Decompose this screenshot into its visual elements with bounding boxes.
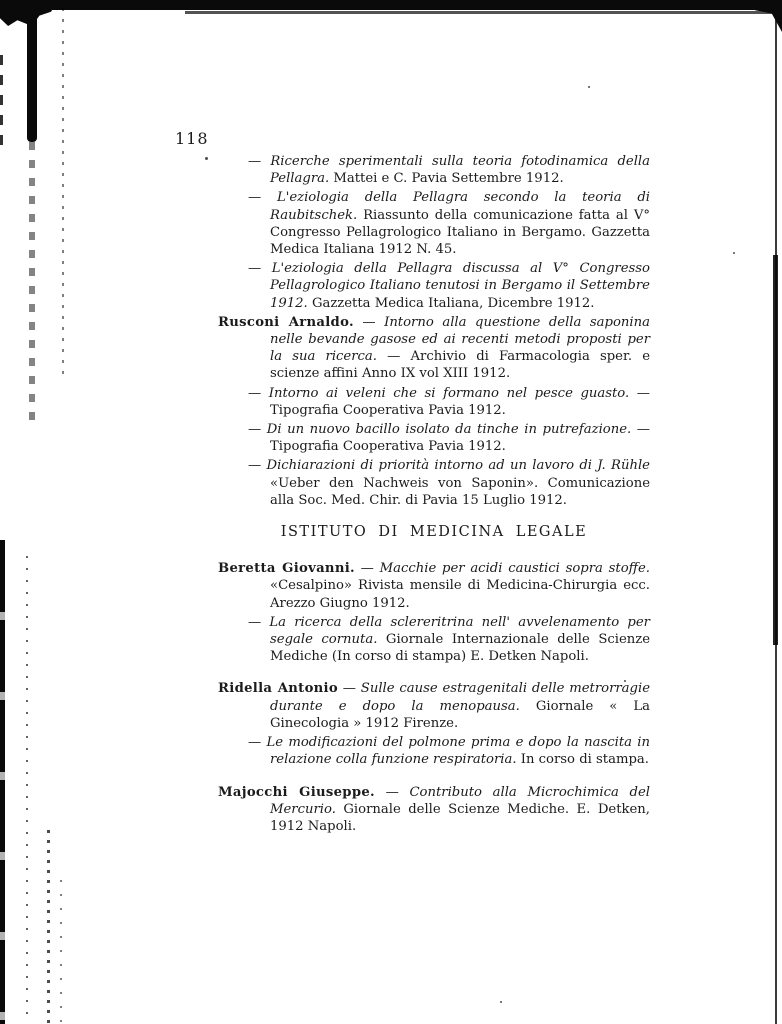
- entry-text: —: [248, 261, 272, 277]
- scan-artifact-dotted-column-a: [26, 556, 28, 1020]
- scan-artifact-dotted-line-top: [62, 8, 64, 380]
- scan-artifact-top-bar: [52, 0, 782, 10]
- scan-artifact-dotted-column-b: [47, 830, 50, 1024]
- entry-title-italic: La ricerca della sclereritrina nell' avvelenamento per segale cornuta.: [269, 614, 650, 648]
- bibliography-entry: [218, 784, 650, 836]
- scan-speck: [500, 1001, 502, 1003]
- entry-text: —: [248, 154, 271, 169]
- entry-title-italic: Macchie per acidi caustici sopra stoffe.: [379, 561, 650, 577]
- bibliography-entry: [218, 260, 650, 312]
- entry-title-italic: Dichiarazioni di priorità intorno ad un lavoro di J. Rühle: [266, 458, 650, 474]
- bibliography-entry: [218, 457, 650, 509]
- section-heading: ISTITUTO DI MEDICINA LEGALE: [280, 524, 588, 541]
- entry-author: Ridella Antonio: [218, 681, 338, 697]
- entry-text: «Cesalpino» Rivista mensile di Medicina-Chirurgia ecc. Arezzo Giugno 1912.: [270, 578, 650, 611]
- entry-text: In corso di stampa.: [516, 752, 649, 768]
- entry-text: —: [353, 314, 385, 330]
- entry-text: Gazzetta Medica Italiana, Dicembre 1912.: [307, 295, 595, 311]
- bibliography-entry: [218, 421, 650, 455]
- entry-text: —: [354, 561, 380, 577]
- entry-title-italic: Di un nuovo bacillo isolato da tinche in putrefazione.: [266, 422, 632, 438]
- entry-title-italic: Contributo alla Microchimica del Mercurio.: [270, 784, 650, 817]
- scan-speck: [733, 252, 735, 254]
- scan-artifact-right-edge-thick: [773, 255, 778, 645]
- entry-text: —: [374, 784, 410, 800]
- scan-artifact-corner-top-right: [755, 0, 782, 32]
- entry-text: Riassunto della comunicazione fatta al V° Congresso Pellagrologico Italiano in Bergamo. Gazzetta Medica Italiana 1912 N. 45.: [270, 207, 650, 258]
- entry-title-italic: Intorno ai veleni che si formano nel pesce guasto.: [268, 385, 630, 401]
- scan-artifact-top-bar-secondary: [185, 11, 782, 14]
- scan-artifact-dotted-column-c: [60, 880, 62, 1024]
- bibliography-entry: [218, 734, 650, 768]
- bibliography-entry: [218, 680, 650, 732]
- entry-text: —: [248, 735, 267, 751]
- bibliography-entry: [218, 614, 650, 666]
- entry-text: —: [248, 422, 267, 438]
- bibliography-entry: [218, 560, 650, 612]
- entry-text: «Ueber den Nachweis von Saponin». Comunicazione alla Soc. Med. Chir. di Pavia 15 Luglio 1912.: [270, 475, 650, 508]
- entry-author: Beretta Giovanni.: [218, 561, 355, 577]
- entry-author: Rusconi Arnaldo.: [218, 314, 354, 330]
- entry-text: —: [248, 385, 269, 401]
- entry-text: —: [248, 458, 267, 474]
- bibliography-entry: [218, 153, 650, 187]
- entry-text: Giornale delle Scienze Mediche. E. Detken, 1912 Napoli.: [270, 801, 650, 834]
- bibliography-list: [218, 153, 650, 837]
- entry-text: —: [337, 681, 361, 697]
- entry-text: Giornale « La Ginecologia » 1912 Firenze.: [270, 698, 650, 731]
- bibliography-entry: [218, 314, 650, 383]
- scan-speck: [588, 86, 590, 88]
- entry-title-italic: L'eziologia della Pellagra secondo la teoria di Raubitschek.: [270, 190, 650, 223]
- entry-text: Mattei e C. Pavia Settembre 1912.: [329, 171, 564, 187]
- scan-artifact-binding-bar: [27, 0, 37, 142]
- entry-text: — Tipografia Cooperativa Pavia 1912.: [270, 422, 650, 455]
- entry-title-italic: Le modificazioni del polmone prima e dopo la nascita in relazione colla funzione respiratoria.: [266, 735, 650, 768]
- entry-text: —: [248, 614, 270, 630]
- scan-speck: [205, 157, 208, 160]
- entry-title-italic: Intorno alla questione della saponina nelle bevande gasose ed ai recenti metodi proposti per la sua ricerca.: [270, 314, 650, 365]
- entry-title-italic: L'eziologia della Pellagra discussa al V° Congresso Pellagrologico Italiano tenutosi in Bergamo il Settembre 1912.: [270, 261, 650, 311]
- scan-artifact-left-edge-top: [0, 55, 3, 147]
- bibliography-entry: [218, 385, 650, 419]
- entry-text: —: [248, 190, 277, 206]
- entry-text: — Tipografia Cooperativa Pavia 1912.: [270, 385, 650, 418]
- bibliography-entry: [218, 189, 650, 258]
- entry-text: — Archivio di Farmacologia sper. e scienze affini Anno IX vol XIII 1912.: [270, 349, 650, 382]
- entry-title-italic: Sulle cause estragenitali delle metrorragie durante e dopo la menopausa.: [270, 681, 651, 714]
- page-number: 118: [175, 129, 209, 148]
- entry-author: Majocchi Giuseppe.: [218, 784, 375, 800]
- entry-title-italic: Ricerche sperimentali sulla teoria fotodinamica della Pellagra.: [270, 154, 650, 187]
- entry-text: Giornale Internazionale delle Scienze Mediche (In corso di stampa) E. Detken Napoli.: [270, 632, 651, 665]
- scan-artifact-binding-bar-fade: [29, 142, 35, 422]
- scan-artifact-left-edge-bottom: [0, 540, 5, 1024]
